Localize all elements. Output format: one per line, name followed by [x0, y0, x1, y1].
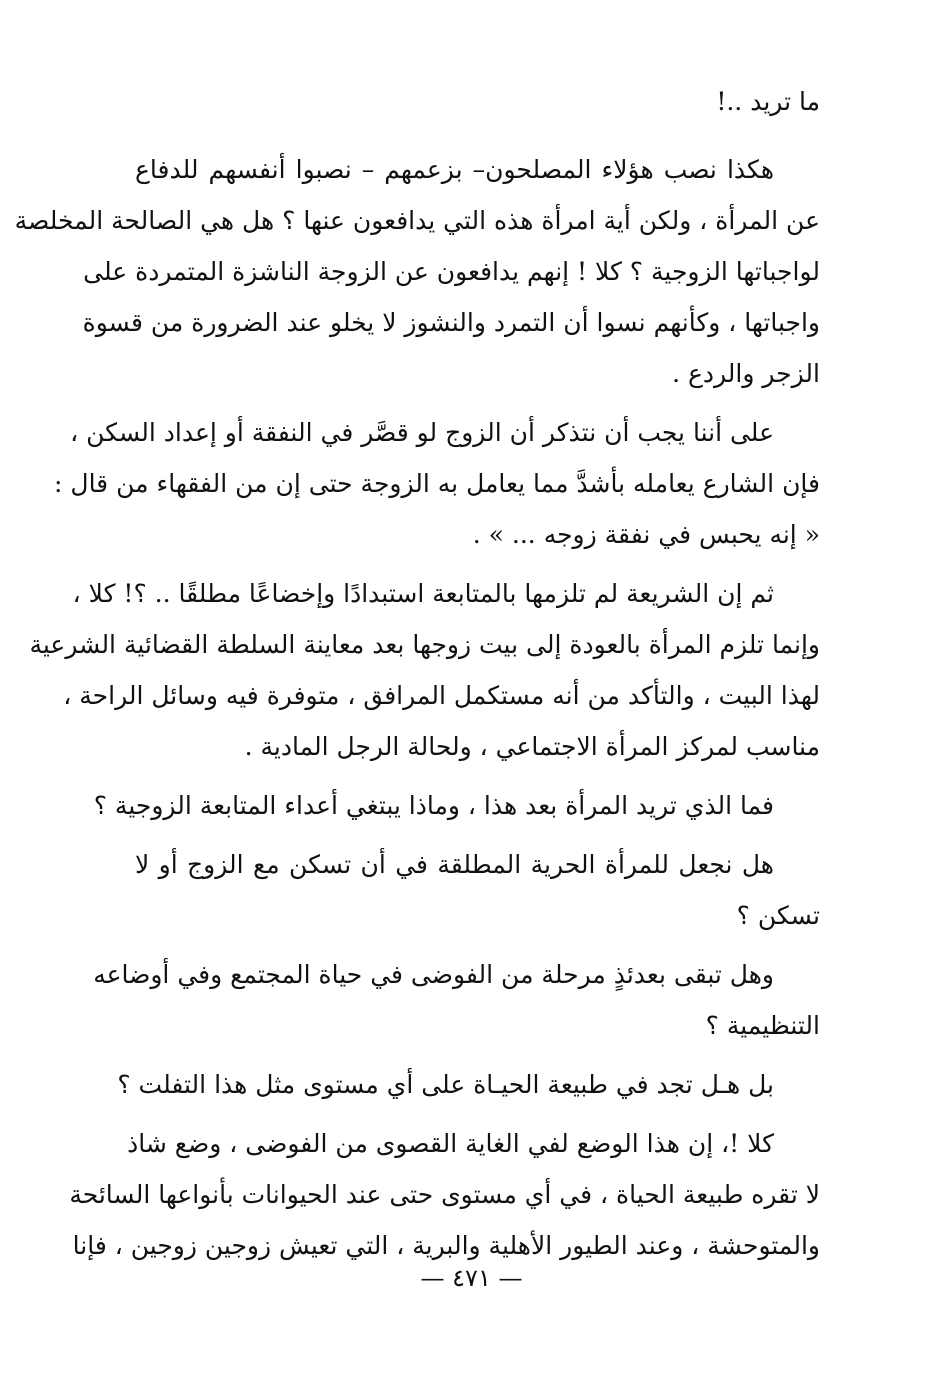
text-line: مناسب لمركز المرأة الاجتماعي ، ولحالة الرجل المادية .: [244, 732, 820, 761]
page-body: [14, 82, 820, 1271]
page-number: — ٤٧١ —: [420, 1264, 523, 1292]
text-line: فإن الشارع يعامله بأشدَّ مما يعامل به الزوجة حتى إن من الفقهاء من قال :: [54, 469, 820, 498]
paragraph: [117, 1059, 820, 1110]
text-line: لواجباتها الزوجية ؟ كلا ! إنهم يدافعون عن الزوجة الناشزة المتمردة على: [83, 257, 820, 286]
text-line: والمتوحشة ، وعند الطيور الأهلية والبرية ، التي تعيش زوجين زوجين ، فإنا: [72, 1231, 820, 1260]
text-line: على أننا يجب أن نتذكر أن الزوج لو قصَّر في النفقة أو إعداد السكن ،: [70, 418, 774, 447]
text-line: تسكن ؟: [736, 901, 820, 930]
text-line: الزجر والردع .: [672, 359, 820, 388]
paragraph: [54, 407, 820, 560]
text-line: التنظيمية ؟: [705, 1011, 820, 1040]
paragraph: [135, 839, 820, 941]
text-line: وإنما تلزم المرأة بالعودة إلى بيت زوجها بعد معاينة السلطة القضائية الشرعية: [29, 630, 820, 659]
text-line: كلا !، إن هذا الوضع لفي الغاية القصوى من الفوضى ، وضع شاذ: [127, 1129, 774, 1158]
text-line: هكذا نصب هؤلاء المصلحون– بزعمهم – نصبوا أنفسهم للدفاع: [135, 155, 774, 184]
paragraph: [14, 144, 820, 399]
text-line: واجباتها ، وكأنهم نسوا أن التمرد والنشوز لا يخلو عند الضرورة من قسوة: [82, 308, 820, 337]
section-heading: ما تريد ..!: [716, 87, 820, 116]
text-line: عن المرأة ، ولكن أية امرأة هذه التي يدافعون عنها ؟ هل هي الصالحة المخلصة: [14, 206, 820, 235]
text-line: هل نجعل للمرأة الحرية المطلقة في أن تسكن مع الزوج أو لا: [135, 850, 774, 879]
paragraph: [29, 568, 820, 772]
text-line: لا تقره طبيعة الحياة ، في أي مستوى حتى عند الحيوانات بأنواعها السائحة: [69, 1180, 820, 1209]
paragraph: [69, 1118, 820, 1271]
text-line: « إنه يحبس في نفقة زوجه ... » .: [472, 520, 820, 549]
text-line: وهل تبقى بعدئذٍ مرحلة من الفوضى في حياة المجتمع وفي أوضاعه: [93, 960, 774, 989]
text-line: فما الذي تريد المرأة بعد هذا ، وماذا يبتغي أعداء المتابعة الزوجية ؟: [93, 791, 774, 820]
text-line: بل هـل تجد في طبيعة الحيـاة على أي مستوى مثل هذا التفلت ؟: [117, 1070, 774, 1099]
text-line: لهذا البيت ، والتأكد من أنه مستكمل المرافق ، متوفرة فيه وسائل الراحة ،: [63, 681, 820, 710]
text-line: ثم إن الشريعة لم تلزمها بالمتابعة استبدادًا وإخضاعًا مطلقًا .. ؟! كلا ،: [72, 579, 774, 608]
paragraph: [93, 780, 820, 831]
paragraph: [93, 949, 820, 1051]
